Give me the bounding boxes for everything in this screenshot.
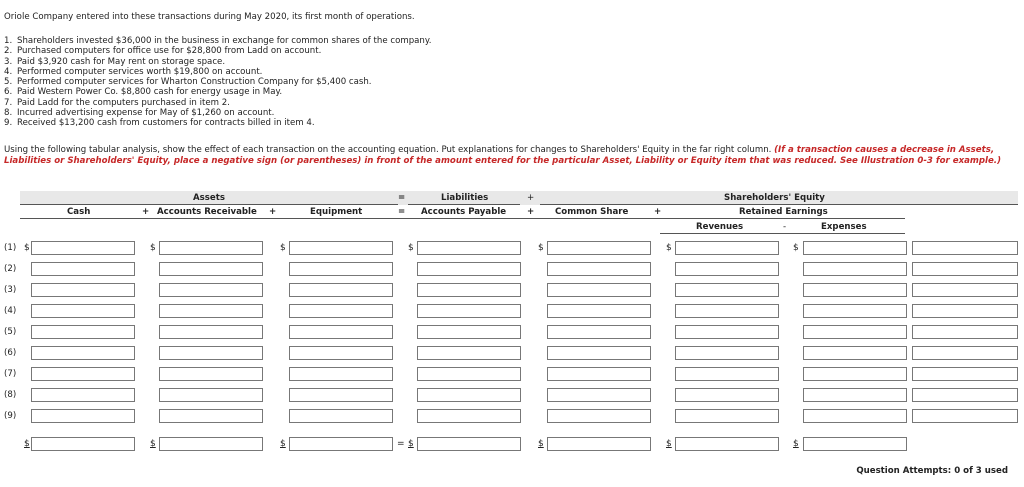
equipment-input[interactable] [289,409,393,423]
currency-symbol: $ [280,243,286,253]
revenues-input[interactable] [675,304,779,318]
cash-input[interactable] [31,262,135,276]
transaction-text: Paid Western Power Co. $8,800 cash for energy usage in May. [17,87,283,98]
common-share-input[interactable] [547,325,651,339]
instructions-text: Using the following tabular analysis, show the effect of each transaction on the accounting equation. Put explanations for changes to Shareholders' Equity in the far right column. [4,145,775,155]
equipment-input[interactable] [289,262,393,276]
retained-earnings-header: Retained Earnings [739,207,828,217]
currency-symbol: $ [150,439,156,449]
row-label: (1) [4,243,17,253]
transaction-item [4,118,431,128]
explanation-input[interactable] [912,388,1018,402]
explanation-input[interactable] [912,367,1018,381]
currency-symbol: $ [538,439,544,449]
common-share-input[interactable] [547,283,651,297]
column-header-underline [20,218,905,219]
accounts-payable-input[interactable] [417,409,521,423]
accounts-receivable-input[interactable] [159,367,263,381]
cash-input[interactable] [31,409,135,423]
revenues-input[interactable] [675,367,779,381]
revenues-expenses-underline [660,233,905,234]
revenues-header: Revenues [696,222,744,232]
transaction-text: Received $13,200 cash from customers for contracts billed in item 4. [17,118,315,129]
common-share-header: Common Share [555,207,629,217]
common-share-input[interactable] [547,388,651,402]
transaction-number: 8. [4,108,13,119]
equipment-header: Equipment [310,207,363,217]
accounts-payable-input[interactable] [417,262,521,276]
accounts-payable-input[interactable] [417,346,521,360]
question-attempts: Question Attempts: 0 of 3 used [856,466,1008,476]
equipment-input[interactable] [289,367,393,381]
plus-sign: + [142,207,150,217]
cash-input[interactable] [31,283,135,297]
equity-underline [540,204,1018,205]
cash-input[interactable] [31,304,135,318]
expenses-input[interactable] [803,346,907,360]
equals-sign: = [398,207,406,217]
expenses-input[interactable] [803,262,907,276]
transaction-text: Incurred advertising expense for May of $1,260 on account. [17,108,275,119]
equipment-input[interactable] [289,304,393,318]
accounts-receivable-input[interactable] [159,346,263,360]
transaction-number: 7. [4,97,13,108]
common-share-total-input[interactable] [547,437,651,451]
currency-symbol: $ [538,243,544,253]
accounts-receivable-input[interactable] [159,283,263,297]
instructions-emphasis: (If a transaction causes a decrease in Assets, Liabilities or Shareholders' Equity, place a negative sign (or parentheses) in front of the amount entered for the particular Asset, Liability or Equity item that was reduced. See Illustration 0-3 for example.) [4,145,1001,166]
revenues-input[interactable] [675,388,779,402]
accounts-receivable-input[interactable] [159,409,263,423]
accounts-payable-input[interactable] [417,304,521,318]
expenses-input[interactable] [803,367,907,381]
explanation-input[interactable] [912,283,1018,297]
plus-sign: + [527,207,535,217]
expenses-header: Expenses [821,222,867,232]
currency-symbol: $ [24,243,30,253]
expenses-input[interactable] [803,283,907,297]
plus-sign: + [654,207,662,217]
revenues-input[interactable] [675,262,779,276]
expenses-input[interactable] [803,304,907,318]
explanation-input[interactable] [912,304,1018,318]
explanation-input[interactable] [912,346,1018,360]
transaction-number: 5. [4,77,13,88]
common-share-input[interactable] [547,367,651,381]
transaction-number: 4. [4,66,13,77]
revenues-input[interactable] [675,241,779,255]
transaction-text: Performed computer services worth $19,800 on account. [17,66,263,77]
transaction-item [4,77,431,87]
transaction-item [4,98,431,108]
currency-symbol: $ [24,439,30,449]
instructions [4,145,1020,167]
row-label: (2) [4,264,17,274]
transaction-number: 3. [4,56,13,67]
plus-sign: + [269,207,277,217]
transaction-text: Purchased computers for office use for $28,800 from Ladd on account. [17,46,322,57]
currency-symbol: $ [793,243,799,253]
row-label: (7) [4,369,17,379]
revenues-input[interactable] [675,283,779,297]
explanation-input[interactable] [912,262,1018,276]
row-label: (4) [4,306,17,316]
currency-symbol: $ [408,439,414,449]
transaction-number: 1. [4,36,13,46]
accounts-receivable-input[interactable] [159,304,263,318]
equipment-input[interactable] [289,325,393,339]
row-label: (5) [4,327,17,337]
equipment-input[interactable] [289,241,393,255]
transaction-number: 6. [4,87,13,98]
currency-symbol: $ [280,439,286,449]
currency-symbol: $ [666,439,672,449]
accounts-payable-input[interactable] [417,367,521,381]
revenues-input[interactable] [675,346,779,360]
row-label: (8) [4,390,17,400]
common-share-input[interactable] [547,241,651,255]
cash-input[interactable] [31,367,135,381]
accounts-payable-input[interactable] [417,325,521,339]
liabilities-underline [408,204,520,205]
shareholders-equity-header: Shareholders' Equity [724,193,825,203]
transaction-item [4,36,431,46]
common-share-input[interactable] [547,262,651,276]
cash-input[interactable] [31,241,135,255]
transaction-item [4,57,431,67]
expenses-total-input[interactable] [803,437,907,451]
expenses-input[interactable] [803,409,907,423]
plus-sign-header: + [527,193,535,203]
accounts-receivable-input[interactable] [159,241,263,255]
problem-intro: Oriole Company entered into these transactions during May 2020, its first month of operations. [4,12,415,22]
common-share-input[interactable] [547,409,651,423]
accounts-receivable-header: Accounts Receivable [157,207,257,217]
transaction-item [4,108,431,118]
accounts-receivable-input[interactable] [159,262,263,276]
common-share-input[interactable] [547,304,651,318]
accounts-receivable-input[interactable] [159,388,263,402]
transaction-item [4,87,431,97]
transaction-text: Shareholders invested $36,000 in the business in exchange for common shares of the company. [17,36,432,46]
equipment-input[interactable] [289,388,393,402]
accounts-payable-header: Accounts Payable [421,207,507,217]
assets-underline [20,204,398,205]
expenses-input[interactable] [803,325,907,339]
expenses-input[interactable] [803,388,907,402]
minus-sign: - [783,222,787,232]
accounts-payable-input[interactable] [417,241,521,255]
equipment-input[interactable] [289,346,393,360]
revenues-total-input[interactable] [675,437,779,451]
cash-input[interactable] [31,388,135,402]
currency-symbol: $ [408,243,414,253]
transaction-text: Paid $3,920 cash for May rent on storage space. [17,56,226,67]
revenues-input[interactable] [675,325,779,339]
currency-symbol: $ [666,243,672,253]
transaction-number: 9. [4,118,13,129]
explanation-input[interactable] [912,241,1018,255]
transaction-list [4,36,431,129]
transaction-item [4,67,431,77]
explanation-input[interactable] [912,409,1018,423]
equipment-total-input[interactable] [289,437,393,451]
accounts-payable-input[interactable] [417,388,521,402]
row-label: (9) [4,411,17,421]
explanation-input[interactable] [912,325,1018,339]
revenues-input[interactable] [675,409,779,423]
total-equals-sign: = [397,439,405,449]
cash-header: Cash [67,207,91,217]
currency-symbol: $ [793,439,799,449]
liabilities-header: Liabilities [441,193,489,203]
currency-symbol: $ [150,243,156,253]
equals-sign-header: = [398,193,406,203]
row-label: (6) [4,348,17,358]
transaction-item [4,46,431,56]
transaction-number: 2. [4,46,13,57]
transaction-text: Performed computer services for Wharton Construction Company for $5,400 cash. [17,77,372,88]
transaction-text: Paid Ladd for the computers purchased in item 2. [17,97,230,108]
cash-input[interactable] [31,325,135,339]
header-band [20,191,1018,205]
accounts-payable-input[interactable] [417,283,521,297]
equipment-input[interactable] [289,283,393,297]
cash-input[interactable] [31,346,135,360]
assets-header: Assets [193,193,225,203]
row-label: (3) [4,285,17,295]
expenses-input[interactable] [803,241,907,255]
cash-total-input[interactable] [31,437,135,451]
accounts-receivable-input[interactable] [159,325,263,339]
accounts-payable-total-input[interactable] [417,437,521,451]
accounts-receivable-total-input[interactable] [159,437,263,451]
top-border [0,0,1024,3]
common-share-input[interactable] [547,346,651,360]
